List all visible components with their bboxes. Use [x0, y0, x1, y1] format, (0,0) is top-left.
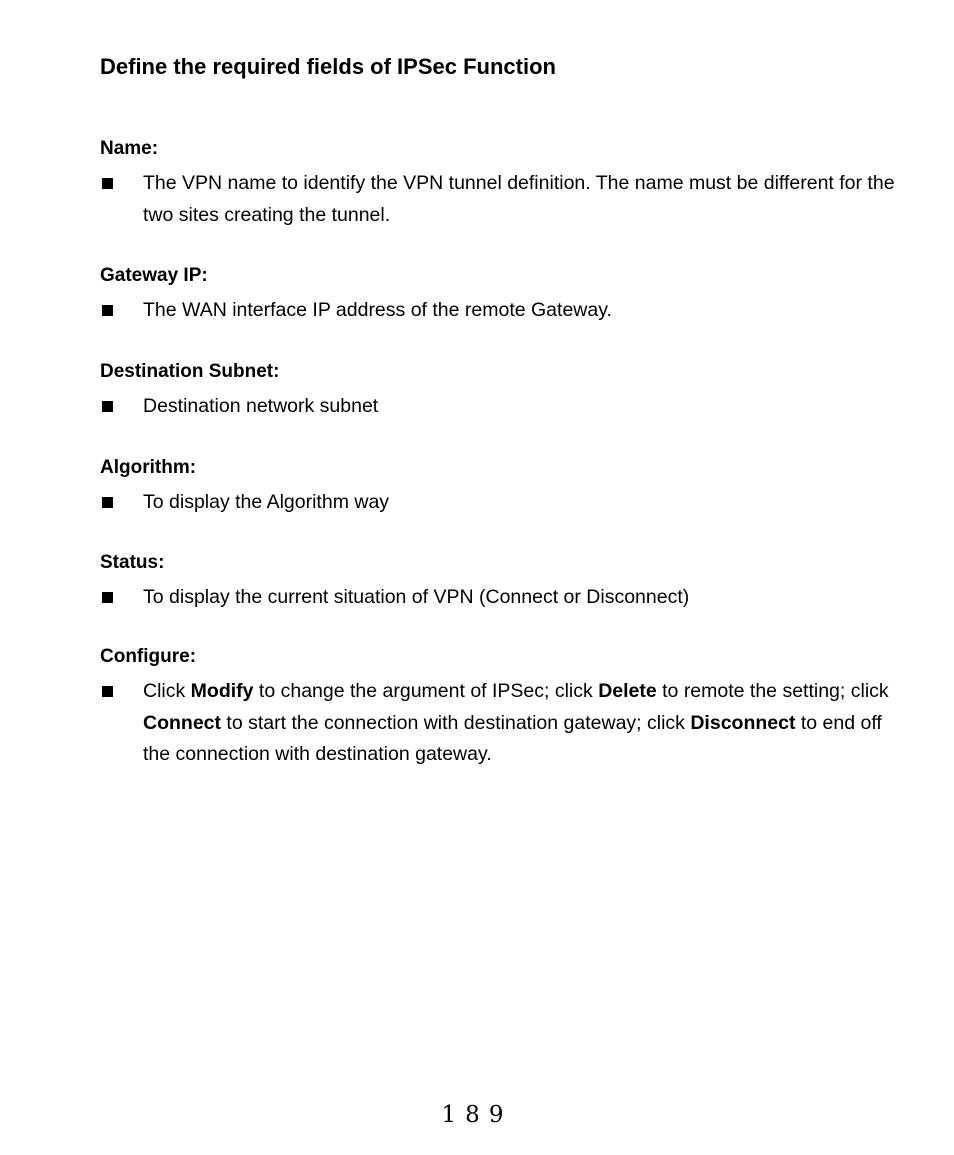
bullet-text-gateway-ip: The WAN interface IP address of the remote Gateway.	[143, 299, 612, 321]
bullet-item-status	[100, 582, 910, 614]
square-bullet-icon	[102, 497, 113, 508]
keyword-disconnect: Disconnect	[690, 711, 796, 734]
bullet-item-gateway-ip	[100, 295, 910, 327]
bullet-item-configure	[100, 676, 910, 771]
keyword-connect: Connect	[143, 711, 221, 734]
section-heading-name: Name:	[100, 138, 159, 159]
bullet-text-destination-subnet: Destination network subnet	[143, 395, 379, 417]
section-heading-status: Status:	[100, 552, 165, 573]
section-status	[100, 550, 910, 614]
section-heading-destination-subnet: Destination Subnet:	[100, 361, 280, 382]
square-bullet-icon	[102, 178, 113, 189]
page-number: 189	[441, 1102, 513, 1128]
configure-text-part: to start the connection with destination gateway; click	[221, 711, 691, 734]
bullet-item-destination-subnet	[100, 391, 910, 423]
bullet-text-name: The VPN name to identify the VPN tunnel definition. The name must be different for the two sites creating the tunnel.	[143, 172, 895, 226]
bullet-text-algorithm: To display the Algorithm way	[143, 491, 390, 513]
section-name	[100, 136, 910, 231]
configure-text-part: Click	[143, 680, 191, 702]
section-gateway-ip	[100, 263, 910, 327]
section-configure	[100, 644, 910, 771]
square-bullet-icon	[102, 401, 113, 412]
configure-text-part: to change the argument of IPSec; click	[253, 680, 599, 702]
section-heading-gateway-ip: Gateway IP:	[100, 265, 208, 286]
section-heading-algorithm: Algorithm:	[100, 457, 197, 478]
bullet-item-name	[100, 168, 910, 231]
square-bullet-icon	[102, 686, 113, 697]
configure-text-part: to end off the connection with destination gateway.	[143, 711, 882, 765]
section-destination-subnet	[100, 359, 910, 423]
section-algorithm	[100, 455, 910, 519]
keyword-delete: Delete	[598, 680, 657, 702]
section-heading-configure: Configure:	[100, 646, 197, 667]
square-bullet-icon	[102, 592, 113, 603]
configure-text-part: to remote the setting; click	[656, 680, 889, 702]
square-bullet-icon	[102, 305, 113, 316]
page-title: Define the required fields of IPSec Function	[100, 54, 556, 79]
bullet-text-status: To display the current situation of VPN (Connect or Disconnect)	[143, 586, 690, 608]
keyword-modify: Modify	[190, 680, 254, 702]
bullet-item-algorithm	[100, 487, 910, 519]
